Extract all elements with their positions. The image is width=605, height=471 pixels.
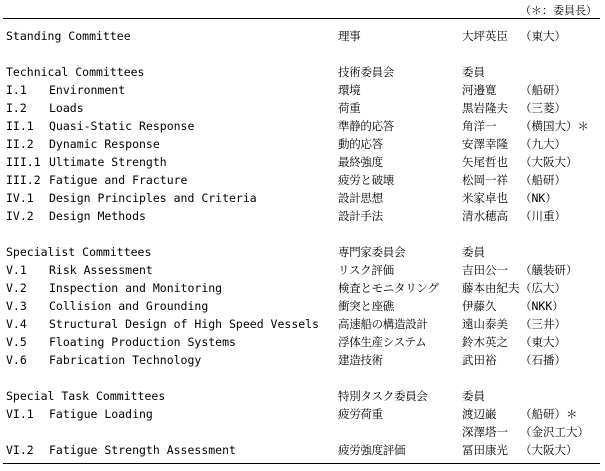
committee-number: V.5 (6, 335, 27, 349)
committee-name-jp: 設計思想 (338, 191, 383, 205)
member-affiliation: （船研）＊ (520, 407, 578, 421)
member-name: 深澤塔一 (462, 425, 508, 439)
member-affiliation: （九大） (520, 137, 566, 151)
member-affiliation: （大阪大） (520, 155, 578, 169)
member-affiliation: （NKK） (520, 299, 564, 313)
committee-number: II.1 (6, 119, 34, 133)
committee-name-en: Quasi-Static Response (49, 119, 195, 133)
member-name: 鈴木英之 (462, 335, 508, 349)
committee-name-jp: 準静的応答 (338, 119, 394, 133)
member-affiliation: （三井） (520, 317, 566, 331)
committee-name-en: Design Methods (49, 209, 146, 223)
table-row (0, 99, 605, 117)
member-affiliation: （大阪大） (520, 443, 578, 457)
table-row (0, 315, 605, 333)
member-affiliation: （艤装研） (520, 263, 578, 277)
member-name: 矢尾哲也 (462, 155, 508, 169)
member-name: 米家卓也 (462, 191, 508, 205)
member-affiliation: （横国大）＊ (520, 119, 589, 133)
member-affiliation: （NK） (520, 191, 557, 205)
table-row (0, 333, 605, 351)
table-row (0, 297, 605, 315)
table-row (0, 117, 605, 135)
technical-header-name: 委員 (462, 65, 485, 79)
table-row (0, 171, 605, 189)
special-header-name: 委員 (462, 389, 485, 403)
member-name: 遠山泰美 (462, 317, 508, 331)
committee-number: VI.2 (6, 443, 34, 457)
committee-name-jp: 疲労荷重 (338, 407, 383, 421)
committee-number: IV.1 (6, 191, 34, 205)
table-row (0, 351, 605, 369)
committee-number: III.2 (6, 173, 41, 187)
committee-name-jp: 建造技術 (338, 353, 383, 367)
member-affiliation: （船研） (520, 173, 566, 187)
table-row (0, 153, 605, 171)
member-name: 武田裕 (462, 353, 497, 367)
member-name: 松岡一祥 (462, 173, 508, 187)
member-affiliation: （石播） (520, 353, 566, 367)
committee-name-en: Design Principles and Criteria (49, 191, 257, 205)
member-name: 伊藤久 (462, 299, 497, 313)
technical-header-en: Technical Committees (6, 65, 145, 79)
standing-aff: （東大） (520, 29, 566, 43)
committee-number: II.2 (6, 137, 34, 151)
technical-header-jp: 技術委員会 (338, 65, 394, 79)
standing-name: 大坪英臣 (462, 29, 508, 43)
committee-name-en: Dynamic Response (49, 137, 160, 151)
committee-name-en: Floating Production Systems (49, 335, 236, 349)
committee-name-jp: 動的応答 (338, 137, 383, 151)
committee-number: I.1 (6, 83, 27, 97)
specialist-header-en: Specialist Committees (6, 245, 152, 259)
committee-name-jp: 浮体生産システム (338, 335, 427, 349)
committee-number: IV.2 (6, 209, 34, 223)
committee-name-jp: リスク評価 (338, 263, 394, 277)
committee-name-en: Risk Assessment (49, 263, 153, 277)
table-row (0, 423, 605, 441)
committee-number: III.1 (6, 155, 41, 169)
committee-number: V.3 (6, 299, 27, 313)
table-row (0, 189, 605, 207)
table-row (0, 81, 605, 99)
table-row (0, 279, 605, 297)
committee-name-en: Ultimate Strength (49, 155, 167, 169)
committee-name-en: Environment (49, 83, 126, 97)
bottom-rule (3, 463, 600, 464)
technical-header-row (0, 63, 605, 81)
member-affiliation: （川重） (520, 209, 566, 223)
committee-name-jp: 荷重 (338, 101, 361, 115)
committee-number: VI.1 (6, 407, 34, 421)
member-name: 河邉寛 (462, 83, 497, 97)
member-name: 藤本由紀夫 (462, 281, 520, 295)
committee-number: V.6 (6, 353, 27, 367)
member-name: 冨田康光 (462, 443, 508, 457)
standing-jp: 理事 (338, 29, 361, 43)
committee-number: V.1 (6, 263, 27, 277)
committee-name-en: Collision and Grounding (49, 299, 209, 313)
committee-name-jp: 設計手法 (338, 209, 383, 223)
member-affiliation: （金沢工大） (520, 425, 589, 439)
standing-en: Standing Committee (6, 29, 131, 43)
member-name: 黒岩隆夫 (462, 101, 508, 115)
committee-name-jp: 疲労強度評価 (338, 443, 406, 457)
committee-number: V.4 (6, 317, 27, 331)
member-affiliation: （東大） (520, 335, 566, 349)
member-affiliation: （三菱） (520, 101, 566, 115)
specialist-header-row (0, 243, 605, 261)
standing-committee-row (0, 27, 605, 45)
specialist-header-jp: 専門家委員会 (338, 245, 406, 259)
committee-name-jp: 疲労と破壊 (338, 173, 394, 187)
committee-name-jp: 衝突と座礁 (338, 299, 394, 313)
committee-name-en: Loads (49, 101, 84, 115)
committee-name-en: Inspection and Monitoring (49, 281, 223, 295)
committee-name-jp: 環境 (338, 83, 361, 97)
member-name: 渡辺巌 (462, 407, 497, 421)
member-name: 安澤幸隆 (462, 137, 508, 151)
member-name: 角洋一 (462, 119, 497, 133)
table-row (0, 261, 605, 279)
committee-name-jp: 検査とモニタリング (338, 281, 439, 295)
committee-name-en: Structural Design of High Speed Vessels (49, 317, 320, 331)
special-header-jp: 特別タスク委員会 (338, 389, 428, 403)
member-name: 吉田公一 (462, 263, 508, 277)
committee-name-en: Fatigue Strength Assessment (49, 443, 236, 457)
committee-name-en: Fatigue and Fracture (49, 173, 188, 187)
table-row (0, 441, 605, 459)
special-header-en: Special Task Committees (6, 389, 166, 403)
chairman-note: （＊：委員長） (520, 4, 597, 17)
table-row (0, 135, 605, 153)
committee-name-jp: 高速船の構造設計 (338, 317, 428, 331)
committee-name-en: Fatigue Loading (49, 407, 153, 421)
committee-name-en: Fabrication Technology (49, 353, 202, 367)
committee-number: V.2 (6, 281, 27, 295)
member-affiliation: （船研） (520, 83, 566, 97)
special-header-row (0, 387, 605, 405)
table-row (0, 405, 605, 423)
specialist-header-name: 委員 (462, 245, 485, 259)
top-rule (3, 18, 600, 19)
member-affiliation: （広大） (520, 281, 566, 295)
table-row (0, 207, 605, 225)
committee-name-jp: 最終強度 (338, 155, 383, 169)
member-name: 清水穂高 (462, 209, 508, 223)
committee-number: I.2 (6, 101, 27, 115)
